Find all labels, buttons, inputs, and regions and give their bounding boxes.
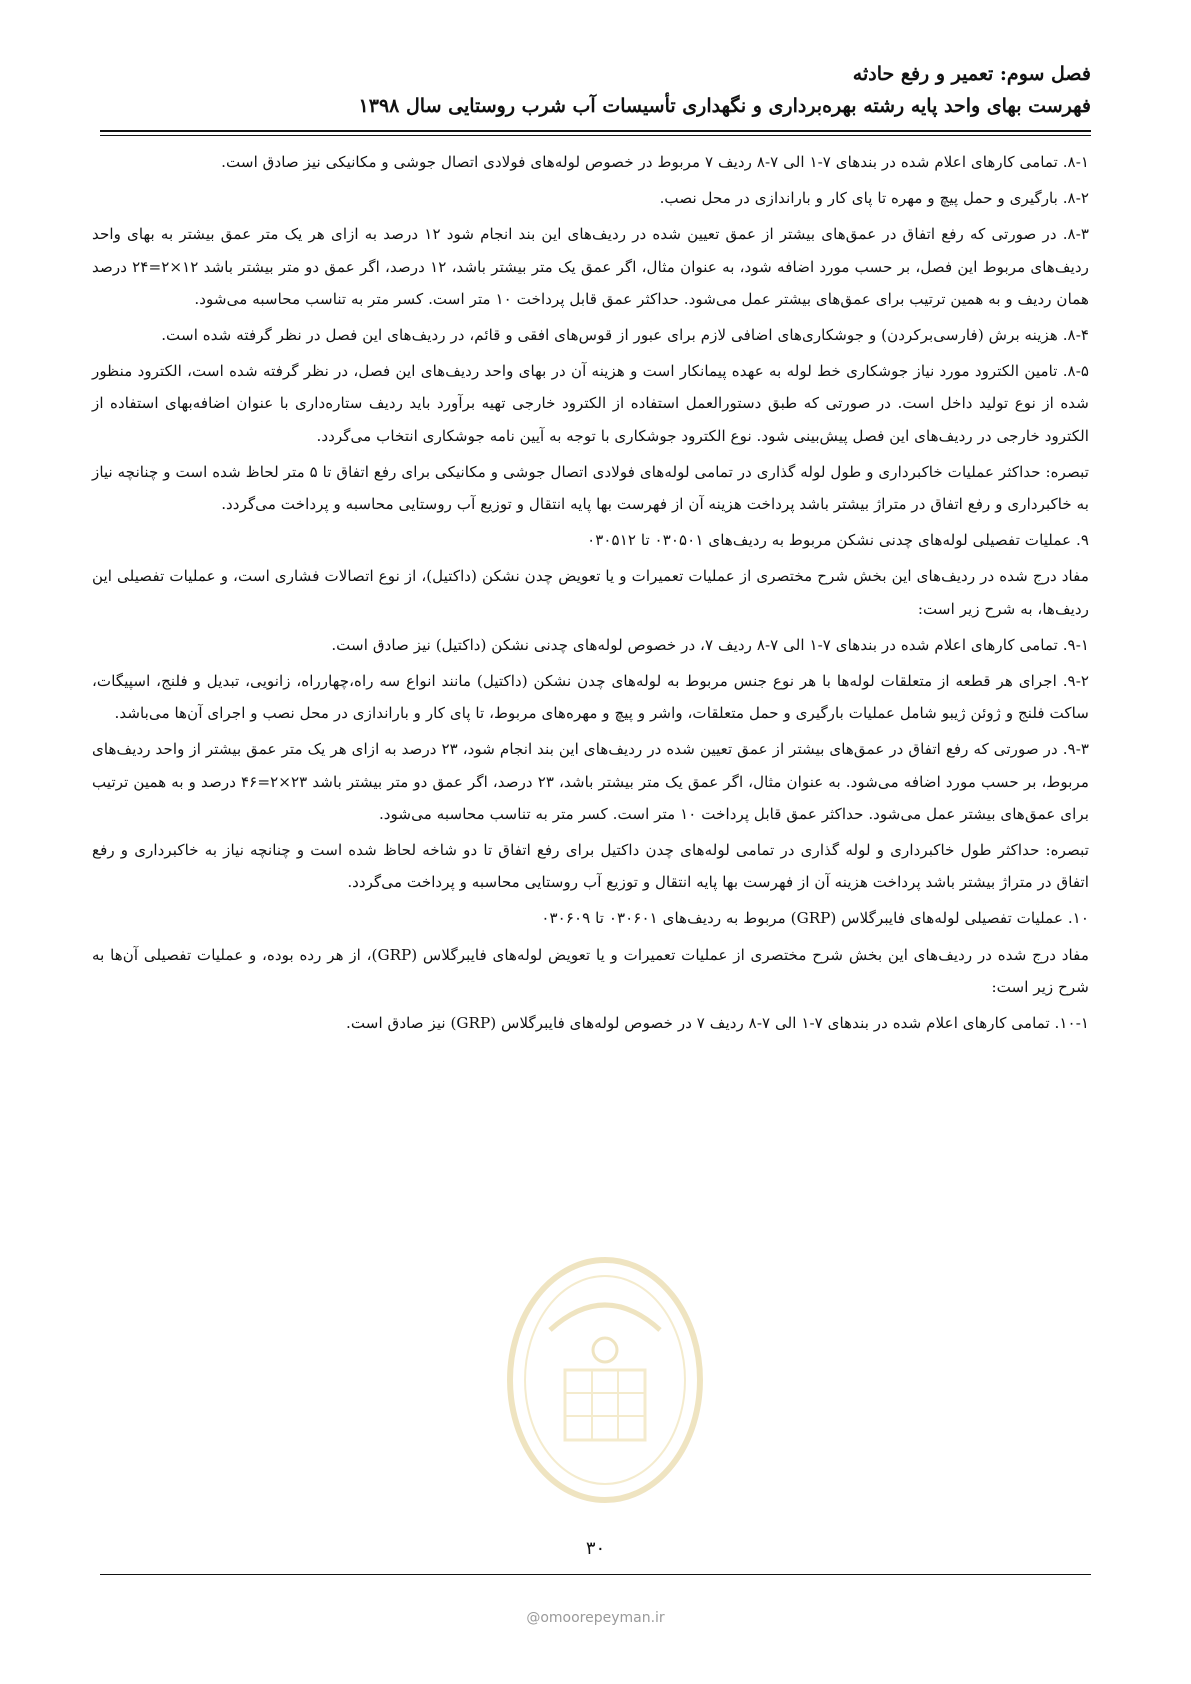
section-9-heading: ۹. عملیات تفصیلی لوله‌های چدنی نشکن مربوط به ردیف‌های ۰۳۰۵۰۱ تا ۰۳۰۵۱۲	[587, 531, 1089, 550]
note-ductile-pipes: تبصره: حداکثر طول خاکبرداری و لوله گذاری در تمامی لوله‌های چدن داکتیل برای رفع اتفاق تا دو شاخه لحاظ شده است و چنانچه نیاز به خاکبرداری و رفع اتفاق در متراژ بیشتر باشد پرداخت هزینه آن از فهرست بها پایه انتقال و توزیع آب روستایی محاسبه و پرداخت می‌گردد.	[92, 841, 1089, 892]
section-10-heading: ۱۰. عملیات تفصیلی لوله‌های فایبرگلاس (GRP) مربوط به ردیف‌های ۰۳۰۶۰۱ تا ۰۳۰۶۰۹	[541, 909, 1089, 928]
document-body	[92, 146, 1089, 1043]
section-10-intro: مفاد درج شده در ردیف‌های این بخش شرح مختصری از عملیات تعمیرات و یا تعویض لوله‌های فایبرگلاس (GRP)، از هر رده بوده، و عملیات تفصیلی آن‌ها به شرح زیر است:	[92, 945, 1089, 996]
page-number: ۳۰	[585, 1538, 606, 1559]
section-9-intro: مفاد درج شده در ردیف‌های این بخش شرح مختصری از عملیات تعمیرات و یا تعویض چدن نشکن (داکتیل)، از نوع اتصالات فشاری است، و عملیات تفصیلی این ردیف‌ها، به شرح زیر است:	[92, 567, 1089, 618]
site-watermark: @omoorepeyman.ir	[526, 1610, 665, 1626]
paragraph-8-3: ۸-۳. در صورتی که رفع اتفاق در عمق‌های بیشتر از عمق تعیین شده در ردیف‌های این بند انجام شود ۱۲ درصد به ازای هر یک متر عمق بیشتر به بهای واحد ردیف‌های مربوط این فصل، بر حسب مورد اضافه شود، به عنوان مثال، اگر عمق یک متر بیشتر باشد، ۱۲ درصد، اگر عمق دو متر بیشتر باشد ۱۲×۲=۲۴ درصد همان ردیف و به همین ترتیب برای عمق‌های بیشتر عمل می‌شود. حداکثر عمق قابل پرداخت ۱۰ متر است. کسر متر به تناسب محاسبه می‌شود.	[92, 225, 1089, 308]
footer-rule	[100, 1574, 1091, 1575]
paragraph-9-3: ۹-۳. در صورتی که رفع اتفاق در عمق‌های بیشتر از عمق تعیین شده در ردیف‌های این بند انجام شود، ۲۳ درصد به ازای هر یک متر عمق بیشتر از واحد ردیف‌های مربوط، بر حسب مورد اضافه می‌شود. به عنوان مثال، اگر عمق یک متر بیشتر باشد، ۲۳ درصد، اگر عمق دو متر بیشتر باشد ۲۳×۲=۴۶ درصد و به همین ترتیب برای عمق‌های بیشتر عمل می‌شود. حداکثر عمق قابل پرداخت ۱۰ متر است. کسر متر به تناسب محاسبه می‌شود.	[92, 740, 1089, 823]
header-rule	[100, 130, 1091, 136]
paragraph-8-2: ۸-۲. بارگیری و حمل پیچ و مهره تا پای کار و باراندازی در محل نصب.	[659, 189, 1089, 208]
paragraph-9-1: ۹-۱. تمامی کارهای اعلام شده در بندهای ۷-۱ الی ۷-۸ ردیف ۷، در خصوص لوله‌های چدنی نشکن (داکتیل) نیز صادق است.	[331, 635, 1089, 654]
document-title: فهرست بهای واحد پایه رشته بهره‌برداری و نگهداری تأسیسات آب شرب روستایی سال ۱۳۹۸	[358, 95, 1091, 117]
chapter-title: فصل سوم: تعمیر و رفع حادثه	[852, 63, 1091, 85]
paragraph-8-5: ۸-۵. تامین الکترود مورد نیاز جوشکاری خط لوله به عهده پیمانکار است و هزینه آن در بهای واحد ردیف‌های این فصل، در نظر گرفته شده است، الکترود منظور شده از نوع تولید داخل است. در صورتی که طبق دستورالعمل استفاده از الکترود خارجی تهیه برآورد باید ردیف ستاره‌داری با عنوان اضافه‌بهای استفاده از الکترود خارجی در ردیف‌های این فصل پیش‌بینی شود. نوع الکترود جوشکاری با توجه به آیین نامه جوشکاری انتخاب می‌گردد.	[92, 362, 1089, 445]
seal-watermark-icon	[500, 1250, 710, 1510]
page-header	[100, 58, 1091, 122]
paragraph-8-1: ۸-۱. تمامی کارهای اعلام شده در بندهای ۷-۱ الی ۷-۸ ردیف ۷ مربوط در خصوص لوله‌های فولادی اتصال جوشی و مکانیکی نیز صادق است.	[221, 153, 1089, 171]
paragraph-9-2: ۹-۲. اجرای هر قطعه از متعلقات لوله‌ها با هر نوع جنس مربوط به لوله‌های چدن نشکن (داکتیل) مانند انواع سه راه،چهارراه، زانویی، تبدیل و فلنج، اسپیگات، ساکت فلنج و ژوئن ژیبو شامل عملیات بارگیری و حمل متعلقات، واشر و پیچ و مهره‌های مربوط، تا پای کار و باراندازی در محل نصب و اجرای آن‌ها می‌باشد.	[92, 672, 1089, 723]
paragraph-10-1: ۱۰-۱. تمامی کارهای اعلام شده در بندهای ۷-۱ الی ۷-۸ ردیف ۷ در خصوص لوله‌های فایبرگلاس (GRP) نیز صادق است.	[346, 1014, 1089, 1033]
note-steel-pipes: تبصره: حداکثر عملیات خاکبرداری و طول لوله گذاری در تمامی لوله‌های فولادی اتصال جوشی و مکانیکی برای رفع اتفاق تا ۵ متر لحاظ شده است و چنانچه نیاز به خاکبرداری و رفع اتفاق در متراژ بیشتر باشد پرداخت هزینه آن از فهرست بها پایه انتقال و توزیع آب روستایی محاسبه و پرداخت می‌گردد.	[92, 462, 1089, 514]
paragraph-8-4: ۸-۴. هزینه برش (فارسی‌برکردن) و جوشکاری‌های اضافی لازم برای عبور از قوس‌های افقی و قائم، در ردیف‌های این فصل در نظر گرفته شده است.	[161, 326, 1089, 345]
